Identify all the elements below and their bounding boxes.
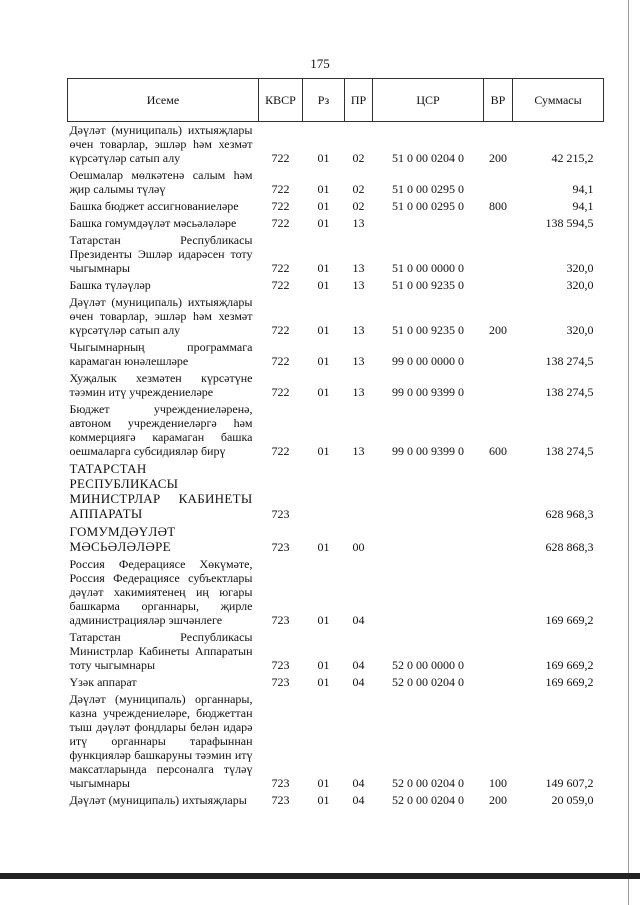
cell-kvsr: 723 xyxy=(271,675,290,689)
cell-csr: 99 0 00 0000 0 xyxy=(392,354,464,368)
cell-name: Дәүләт (муниципаль) органнары, казна учреждениеләре, бюджеттан тыш дәүләт фондлары белән идарә итү органнары тарафыннан функцияләр башкаруны тәэмин итү максатларында персоналга түләү чыгымнары xyxy=(69,692,253,790)
cell-rz: 01 xyxy=(317,278,330,292)
cell-csr xyxy=(373,460,484,523)
cell-pr: 04 xyxy=(352,675,365,689)
cell-rz: 01 xyxy=(317,540,330,554)
cell-csr: 51 0 00 0204 0 xyxy=(392,151,464,165)
cell-sum: 169 669,2 xyxy=(545,658,594,672)
column-header-name: Исеме xyxy=(68,79,259,122)
cell-sum: 138 274,5 xyxy=(545,385,594,399)
cell-vr: 200 xyxy=(489,323,507,337)
cell-rz: 01 xyxy=(317,199,330,213)
cell-rz: 01 xyxy=(317,182,330,196)
cell-pr: 04 xyxy=(352,658,365,672)
scan-edge-right xyxy=(628,0,635,905)
cell-rz: 01 xyxy=(317,675,330,689)
cell-pr: 04 xyxy=(352,793,365,807)
cell-kvsr: 723 xyxy=(271,540,290,554)
cell-name: Оешмалар мөлкәтенә салым һәм җир салымы түләү xyxy=(69,168,253,196)
table-row xyxy=(68,523,604,556)
cell-vr: 200 xyxy=(489,151,507,165)
cell-csr: 52 0 00 0204 0 xyxy=(392,675,464,689)
cell-csr xyxy=(373,523,484,556)
cell-rz: 01 xyxy=(317,613,330,627)
column-header-rz: Рз xyxy=(303,79,345,122)
cell-name: ГОМУМДӘҮЛӘТ МӘСЬӘЛӘЛӘРЕ xyxy=(69,524,176,554)
cell-sum: 628 968,3 xyxy=(545,507,594,521)
cell-sum: 149 607,2 xyxy=(545,776,594,790)
cell-csr: 51 0 00 9235 0 xyxy=(392,278,464,292)
cell-pr: 13 xyxy=(352,261,365,275)
cell-vr: 800 xyxy=(489,199,507,213)
column-header-csr: ЦСР xyxy=(373,79,484,122)
cell-kvsr: 722 xyxy=(271,323,290,337)
cell-sum: 628 868,3 xyxy=(545,540,594,554)
cell-pr: 02 xyxy=(352,182,365,196)
cell-name: Бюджет учреждениеләренә, автоном учреждениеләргә һәм коммерциягә карамаган башка оешмаларга субсидияләр бирү xyxy=(69,402,253,458)
table-row xyxy=(68,460,604,523)
cell-sum: 20 059,0 xyxy=(551,793,594,807)
cell-vr xyxy=(484,370,513,401)
cell-kvsr: 722 xyxy=(271,278,290,292)
cell-name: Татарстан Республикасы Министрлар Кабинеты Аппаратын тоту чыгымнары xyxy=(69,630,253,672)
cell-name: Дәүләт (муниципаль) ихтыяҗлары өчен товарлар, эшләр һәм хезмәт күрсәтүләр сатып алу xyxy=(69,123,253,165)
cell-pr: 02 xyxy=(352,199,365,213)
cell-name: Дәүләт (муниципаль) ихтыяҗлары өчен товарлар, эшләр һәм хезмәт күрсәтүләр сатып алу xyxy=(69,295,253,337)
cell-rz: 01 xyxy=(317,151,330,165)
column-header-sum: Суммасы xyxy=(513,79,604,122)
cell-name: Үзәк аппарат xyxy=(69,675,137,689)
cell-rz: 01 xyxy=(317,658,330,672)
cell-pr xyxy=(345,460,373,523)
table-row xyxy=(68,277,604,294)
cell-vr: 100 xyxy=(489,776,507,790)
cell-rz: 01 xyxy=(317,261,330,275)
table-row xyxy=(68,232,604,277)
cell-sum: 320,0 xyxy=(566,323,594,337)
cell-csr: 51 0 00 9235 0 xyxy=(392,323,464,337)
cell-csr: 51 0 00 0295 0 xyxy=(392,199,464,213)
cell-csr: 52 0 00 0000 0 xyxy=(392,658,464,672)
cell-vr xyxy=(484,629,513,674)
cell-pr: 13 xyxy=(352,323,365,337)
budget-table xyxy=(67,78,604,809)
cell-vr xyxy=(484,232,513,277)
cell-kvsr: 722 xyxy=(271,385,290,399)
cell-vr xyxy=(484,339,513,370)
cell-sum: 94,1 xyxy=(572,199,594,213)
column-header-vr: ВР xyxy=(484,79,513,122)
cell-sum: 320,0 xyxy=(566,278,594,292)
table-row xyxy=(68,215,604,232)
column-header-kvsr: КВСР xyxy=(259,79,303,122)
cell-sum: 138 274,5 xyxy=(545,354,594,368)
cell-kvsr: 722 xyxy=(271,151,290,165)
cell-csr: 51 0 00 0000 0 xyxy=(392,261,464,275)
cell-pr: 04 xyxy=(352,613,365,627)
table-row xyxy=(68,556,604,629)
cell-kvsr: 722 xyxy=(271,182,290,196)
cell-rz: 01 xyxy=(317,793,330,807)
cell-sum: 138 274,5 xyxy=(545,444,594,458)
cell-vr: 600 xyxy=(489,444,507,458)
cell-csr: 99 0 00 9399 0 xyxy=(392,444,464,458)
cell-csr xyxy=(373,556,484,629)
column-header-pr: ПР xyxy=(345,79,373,122)
cell-kvsr: 723 xyxy=(271,793,290,807)
table-row xyxy=(68,122,604,168)
cell-rz: 01 xyxy=(317,776,330,790)
cell-rz: 01 xyxy=(317,444,330,458)
table-row xyxy=(68,691,604,792)
cell-name: ТАТАРСТАН РЕСПУБЛИКАСЫ МИНИСТРЛАР КАБИНЕТЫ АППАРАТЫ xyxy=(69,461,253,521)
cell-pr: 13 xyxy=(352,444,365,458)
cell-name: Хуҗалык хезмәтен күрсәтүне тәэмин итү учреждениеләре xyxy=(69,371,253,399)
scan-edge-bottom xyxy=(0,873,640,879)
cell-rz: 01 xyxy=(317,323,330,337)
cell-kvsr: 722 xyxy=(271,261,290,275)
cell-rz: 01 xyxy=(317,385,330,399)
cell-name: Чыгымнарның программага карамаган юнәлешләре xyxy=(69,340,253,368)
cell-rz xyxy=(303,460,345,523)
page-number: 175 xyxy=(310,56,330,71)
table-row xyxy=(68,629,604,674)
cell-pr: 13 xyxy=(352,278,365,292)
cell-pr: 13 xyxy=(352,385,365,399)
table-row xyxy=(68,792,604,809)
cell-kvsr: 722 xyxy=(271,199,290,213)
cell-name: Башка бюджет ассигнованиеләре xyxy=(69,199,239,213)
cell-rz: 01 xyxy=(317,216,330,230)
cell-pr: 13 xyxy=(352,354,365,368)
cell-kvsr: 722 xyxy=(271,216,290,230)
cell-sum: 320,0 xyxy=(566,261,594,275)
cell-sum: 138 594,5 xyxy=(545,216,594,230)
cell-sum: 169 669,2 xyxy=(545,675,594,689)
cell-kvsr: 723 xyxy=(271,507,290,521)
cell-name: Башка гомумдәүләт мәсьәләләре xyxy=(69,216,237,230)
cell-pr: 13 xyxy=(352,216,365,230)
cell-vr xyxy=(484,215,513,232)
cell-name: Россия Федерациясе Хөкүмәте, Россия Федерациясе субъектлары дәүләт хакимиятенең иң югары башкарма органнары, җирле администрацияләр эшчәнлеге xyxy=(69,557,253,627)
cell-name: Татарстан Республикасы Президенты Эшләр идарәсен тоту чыгымнары xyxy=(69,233,253,275)
cell-kvsr: 723 xyxy=(271,613,290,627)
table-row xyxy=(68,339,604,370)
cell-kvsr: 722 xyxy=(271,354,290,368)
table-row xyxy=(68,198,604,215)
table-row xyxy=(68,370,604,401)
cell-vr xyxy=(484,523,513,556)
cell-kvsr: 722 xyxy=(271,444,290,458)
cell-csr: 99 0 00 9399 0 xyxy=(392,385,464,399)
cell-kvsr: 723 xyxy=(271,776,290,790)
table-row xyxy=(68,674,604,691)
cell-vr xyxy=(484,556,513,629)
cell-vr xyxy=(484,167,513,198)
cell-vr xyxy=(484,674,513,691)
cell-name: Башка түләүләр xyxy=(69,278,151,292)
table-header xyxy=(68,79,604,122)
table-row xyxy=(68,294,604,339)
cell-csr: 51 0 00 0295 0 xyxy=(392,182,464,196)
cell-csr: 52 0 00 0204 0 xyxy=(392,776,464,790)
cell-pr: 00 xyxy=(352,540,365,554)
cell-name: Дәүләт (муниципаль) ихтыяҗлары xyxy=(69,793,247,807)
cell-vr xyxy=(484,460,513,523)
cell-sum: 169 669,2 xyxy=(545,613,594,627)
cell-vr xyxy=(484,277,513,294)
cell-csr xyxy=(373,215,484,232)
cell-rz: 01 xyxy=(317,354,330,368)
cell-csr: 52 0 00 0204 0 xyxy=(392,793,464,807)
cell-pr: 04 xyxy=(352,776,365,790)
cell-kvsr: 723 xyxy=(271,658,290,672)
cell-vr: 200 xyxy=(489,793,507,807)
cell-sum: 42 215,2 xyxy=(551,151,594,165)
table-row xyxy=(68,401,604,460)
cell-pr: 02 xyxy=(352,151,365,165)
cell-sum: 94,1 xyxy=(572,182,594,196)
table-row xyxy=(68,167,604,198)
